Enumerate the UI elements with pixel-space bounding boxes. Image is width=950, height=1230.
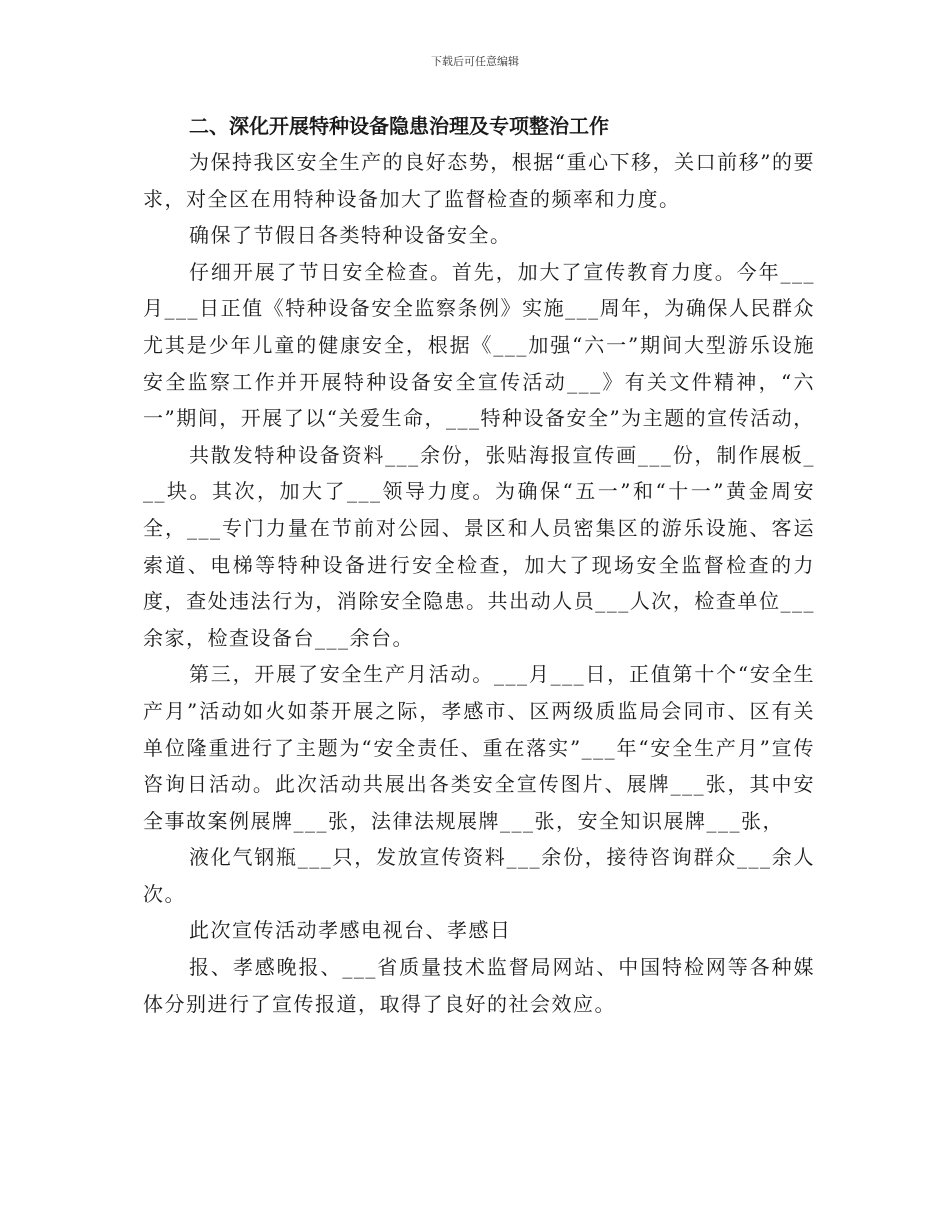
paragraph: 第三，开展了安全生产月活动。___月___日，正值第十个“安全生产月”活动如火如荼开展之际，孝感市、区两级质监局会同市、区有关单位隆重进行了主题为“安全责任、重在落实”___年“安全生产月”宣传咨询日活动。此次活动共展出各类安全宣传图片、展牌___张，其中安全事故案例展牌___张，法律法规展牌___张，安全知识展牌___张， [143, 662, 815, 833]
paragraph: 液化气钢瓶___只，发放宣传资料___余份，接待咨询群众___余人次。 [143, 845, 815, 906]
paragraph: 确保了节假日各类特种设备安全。 [189, 223, 512, 248]
paragraph: 共散发特种设备资料___余份，张贴海报宣传画___份，制作展板___块。其次，加大了___领导力度。为确保“五一”和“十一”黄金周安全，___专门力量在节前对公园、景区和人员密集区的游乐设施、客运索道、电梯等特种设备进行安全检查，加大了现场安全监督检查的力度，查处违法行为，消除安全隐患。共出动人员___人次，检查单位___余家，检查设备台___余台。 [143, 442, 815, 650]
paragraph: 此次宣传活动孝感电视台、孝感日 [189, 918, 512, 943]
paragraph: 仔细开展了节日安全检查。首先，加大了宣传教育力度。今年___月___日正值《特种设备安全监察条例》实施___周年，为确保人民群众尤其是少年儿童的健康安全，根据《___加强“六一”期间大型游乐设施安全监察工作并开展特种设备安全宣传活动___》有关文件精神，“六一”期间，开展了以“关爱生命，___特种设备安全”为主题的宣传活动， [143, 259, 815, 431]
paragraph: 报、孝感晚报、___省质量技术监督局网站、中国特检网等各种媒体分别进行了宣传报道，取得了良好的社会效应。 [143, 955, 815, 1016]
paragraph: 为保持我区安全生产的良好态势，根据“重心下移，关口前移”的要求，对全区在用特种设备加大了监督检查的频率和力度。 [143, 150, 815, 211]
section-heading: 二、深化开展特种设备隐患治理及专项整治工作 [189, 114, 609, 138]
page-header-note: 下载后可任意编辑 [431, 55, 519, 68]
document-body [143, 108, 815, 1022]
